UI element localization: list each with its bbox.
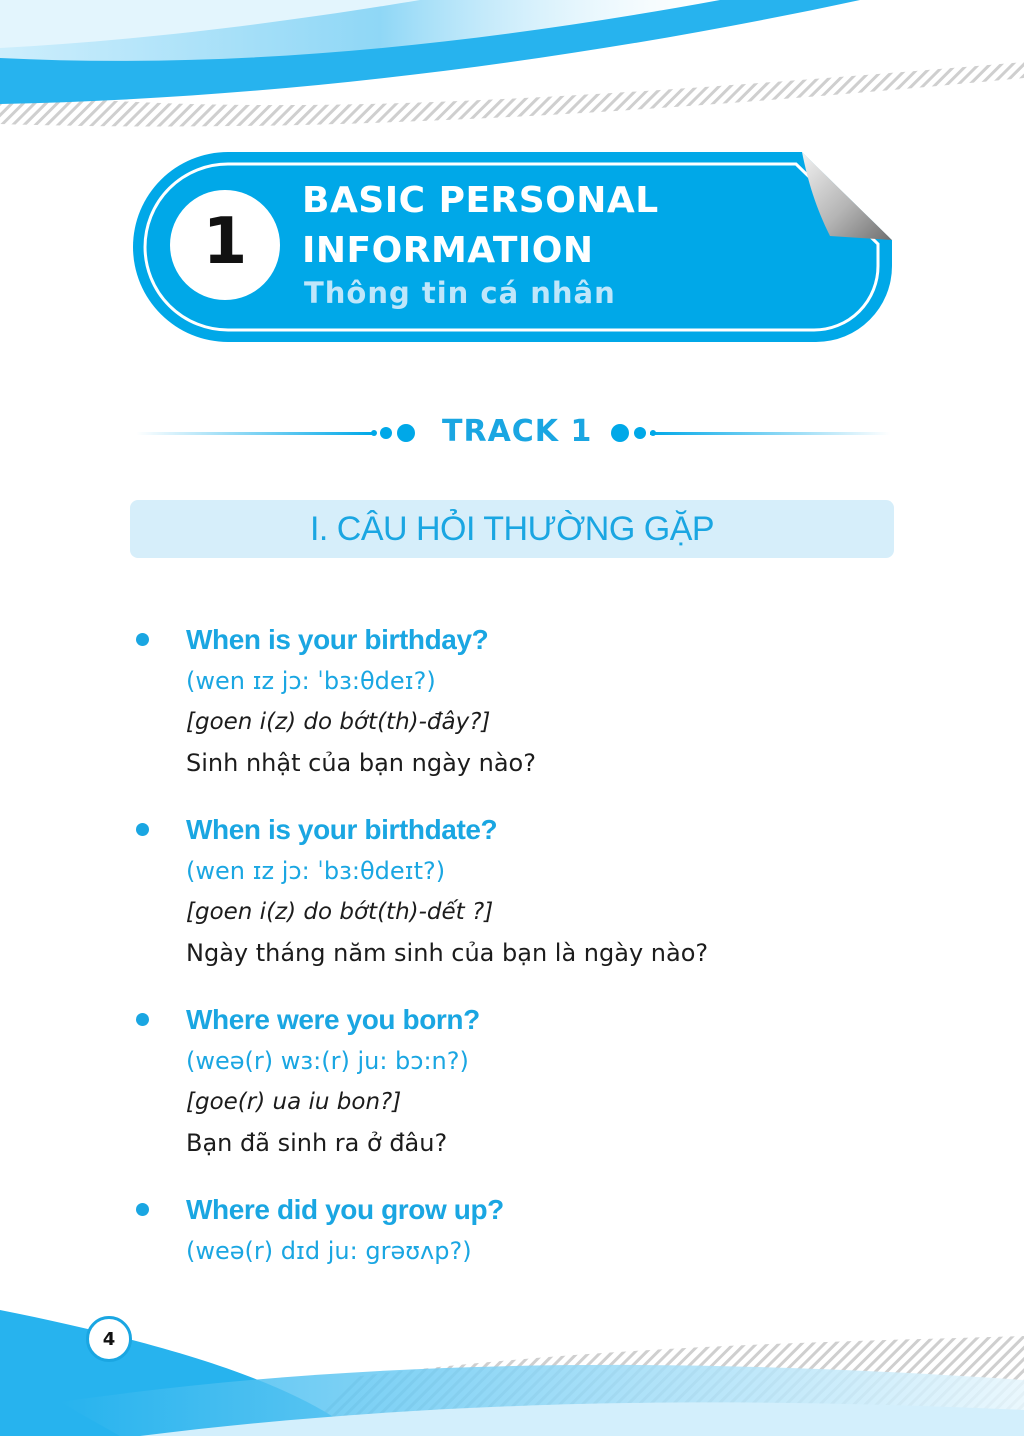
question-pronunciation: [goen i(z) do bớt(th)-đây?]: [186, 709, 491, 735]
question-item: [130, 1190, 930, 1272]
question-ipa: (weə(r) wɜ:(r) ju: bɔ:n?): [186, 1047, 469, 1075]
question-vietnamese: Bạn đã sinh ra ở đâu?: [186, 1129, 448, 1157]
question-english: Where were you born?: [186, 1004, 480, 1035]
track-header: [130, 408, 894, 458]
question-vietnamese: Sinh nhật của bạn ngày nào?: [186, 749, 536, 777]
top-wave-decoration: [0, 0, 1024, 140]
bottom-wave-decoration: [0, 1306, 1024, 1436]
chapter-title: BASIC PERSONAL INFORMATION: [302, 180, 659, 271]
question-english: When is your birthday?: [186, 624, 489, 655]
question-item: [130, 810, 930, 974]
bullet-icon: [136, 633, 149, 646]
question-ipa: (wen ɪz jɔ: ˈbɜ:θdeɪt?): [186, 857, 446, 885]
chapter-number: 1: [170, 190, 280, 300]
question-list: [130, 620, 930, 1298]
question-item: [130, 620, 930, 784]
page-number: 4: [86, 1316, 132, 1362]
track-label[interactable]: TRACK 1: [442, 414, 593, 449]
track-divider-left: [136, 432, 372, 435]
bullet-icon: [136, 1203, 149, 1216]
question-ipa: (weə(r) dɪd ju: grəʊʌp?): [186, 1237, 472, 1265]
question-english: When is your birthdate?: [186, 814, 498, 845]
bullet-icon: [136, 1013, 149, 1026]
question-pronunciation: [goen i(z) do bớt(th)-dết ?]: [186, 899, 494, 925]
bullet-icon: [136, 823, 149, 836]
section-header: [130, 500, 894, 558]
question-ipa: (wen ɪz jɔ: ˈbɜ:θdeɪ?): [186, 667, 436, 695]
chapter-subtitle: Thông tin cá nhân: [304, 276, 616, 310]
question-pronunciation: [goe(r) ua iu bon?]: [186, 1089, 402, 1115]
question-item: [130, 1000, 930, 1164]
question-english: Where did you grow up?: [186, 1194, 504, 1225]
dots-decoration-left: [370, 422, 422, 444]
chapter-banner: [130, 148, 896, 344]
section-title: I. CÂU HỎI THƯỜNG GẶP: [309, 509, 715, 548]
question-vietnamese: Ngày tháng năm sinh của bạn là ngày nào?: [186, 939, 709, 967]
track-divider-right: [650, 432, 890, 435]
